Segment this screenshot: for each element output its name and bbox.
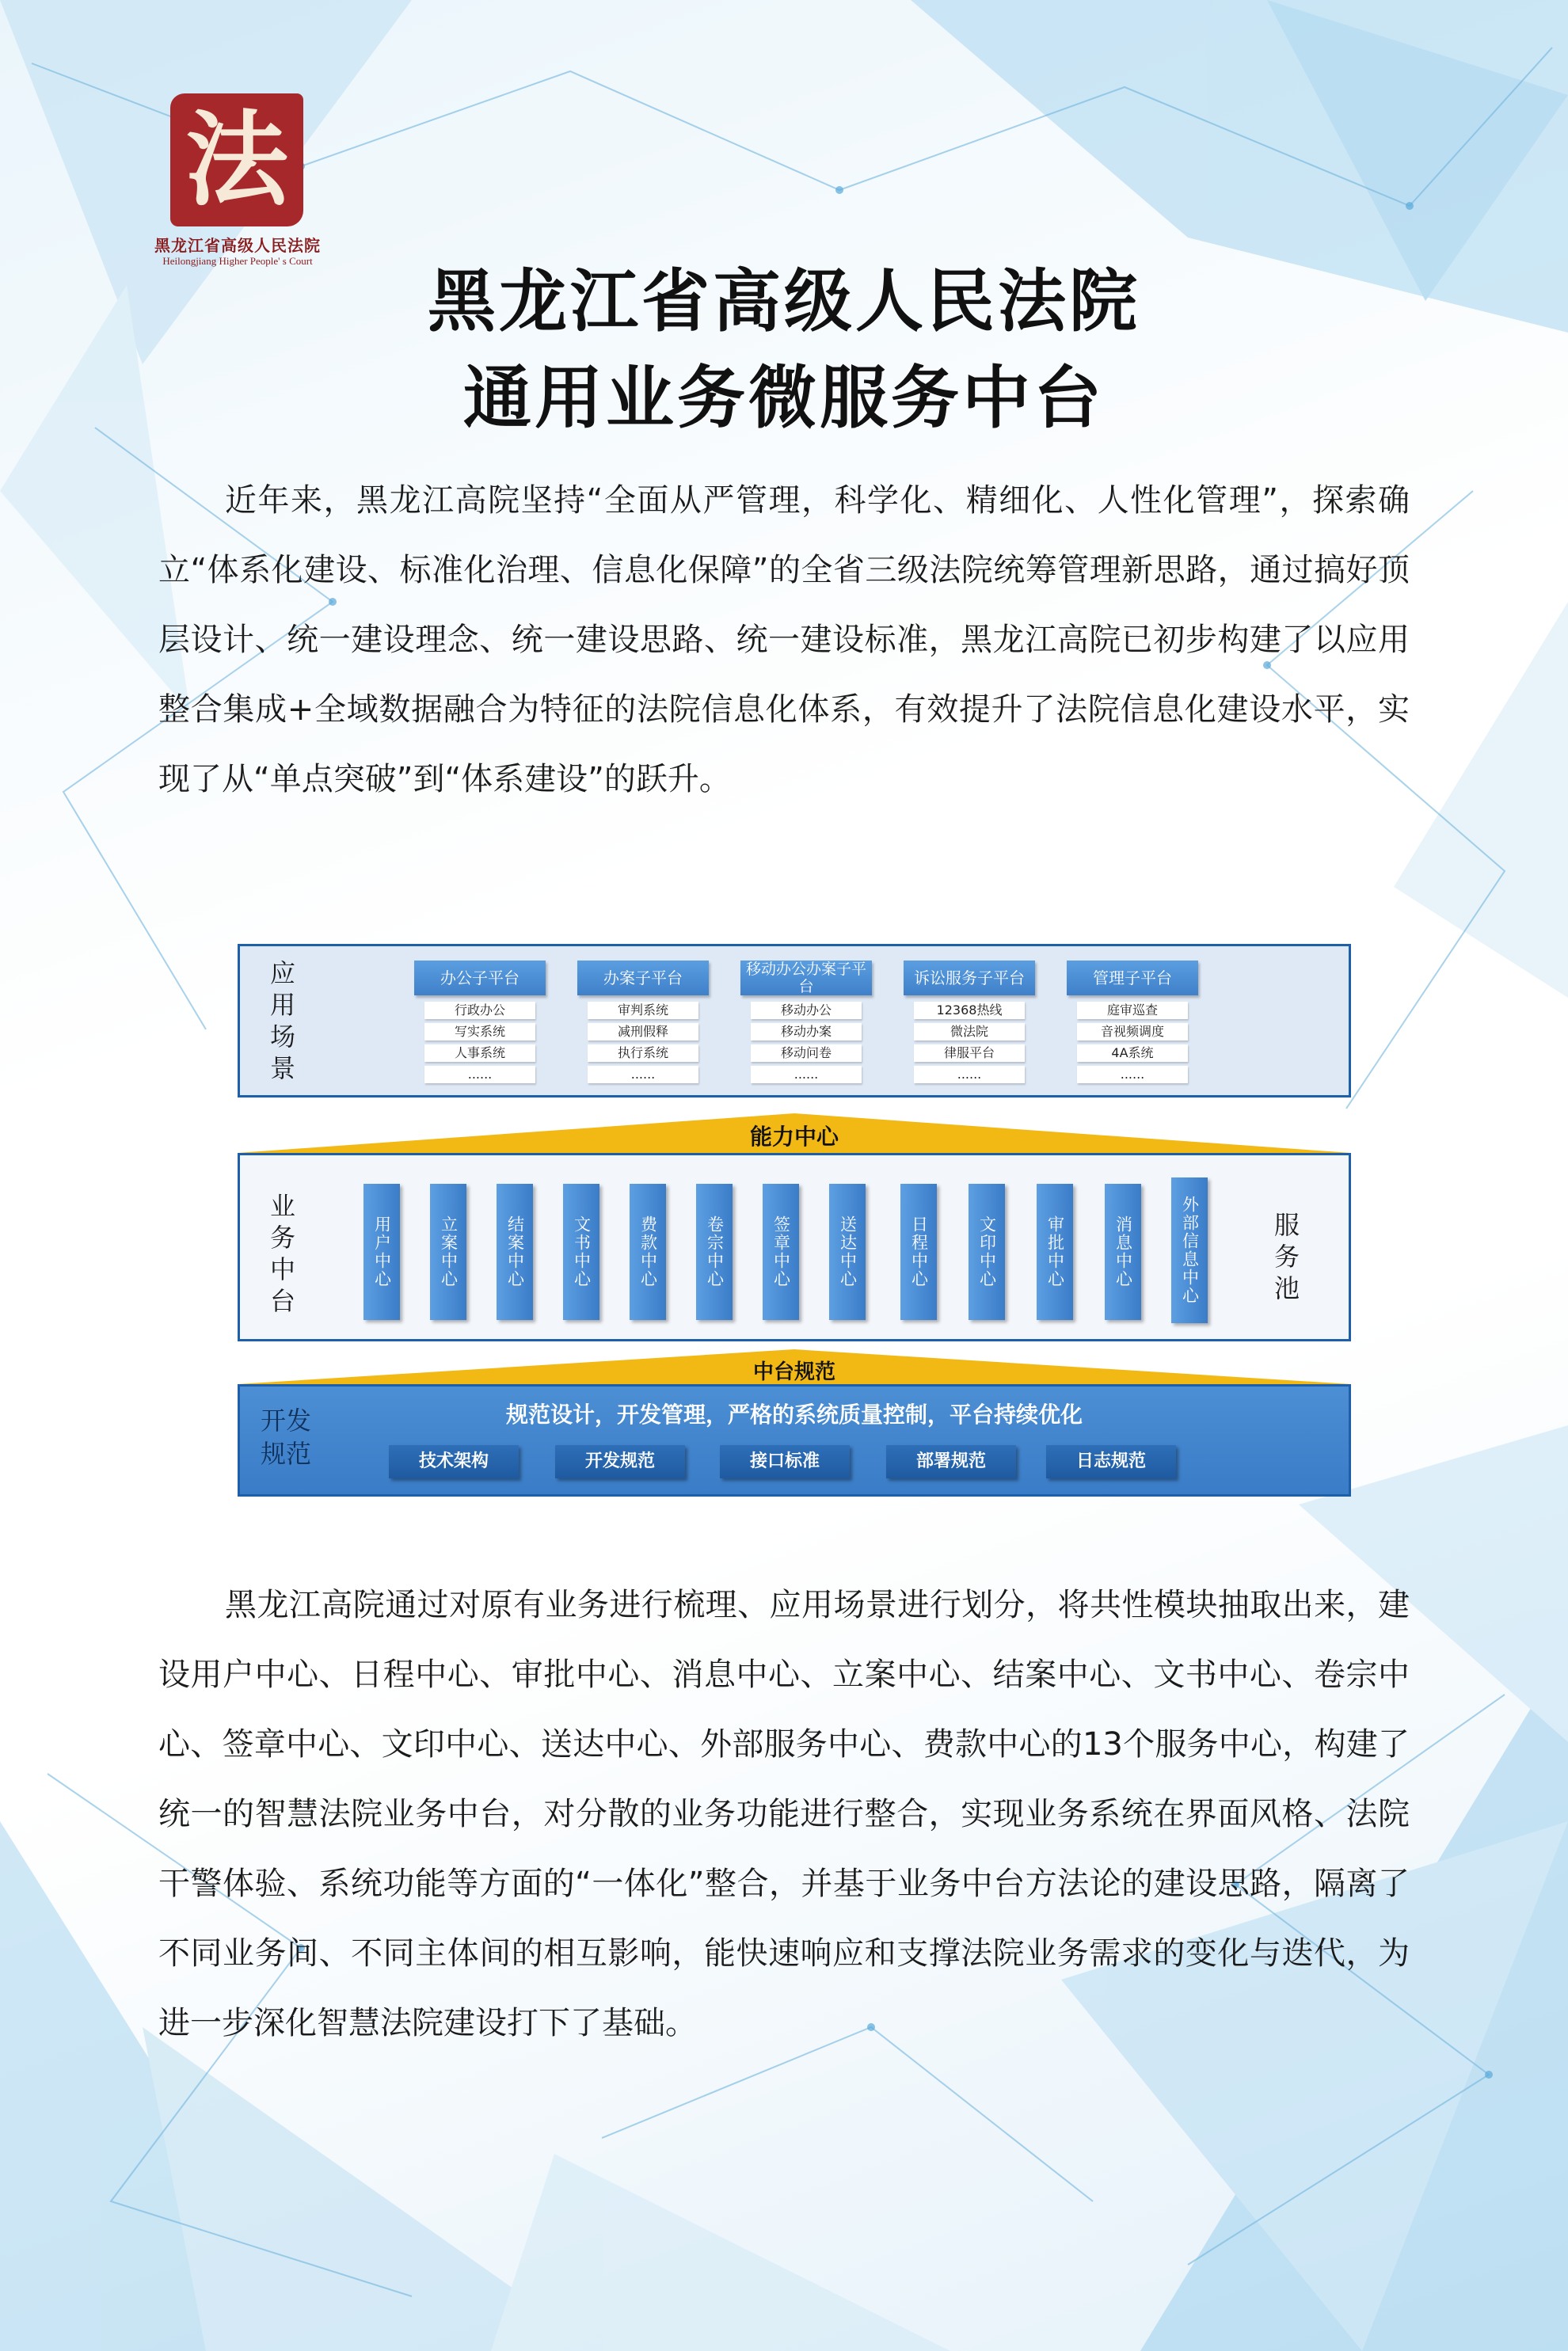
platform-column xyxy=(414,961,546,1087)
service-center: 立案中心 xyxy=(430,1184,466,1320)
service-center: 审批中心 xyxy=(1037,1184,1073,1320)
platform-item: ...... xyxy=(914,1066,1025,1083)
service-center: 文书中心 xyxy=(563,1184,599,1320)
logo-name-en: Heilongjiang Higher People' s Court xyxy=(162,255,313,267)
service-center: 用户中心 xyxy=(363,1184,400,1320)
service-center: 卷宗中心 xyxy=(696,1184,733,1320)
service-pool-label: 服务池 xyxy=(1273,1210,1300,1303)
platform-item: 音视频调度 xyxy=(1077,1023,1188,1040)
service-center: 送达中心 xyxy=(829,1184,866,1320)
platform-item: 行政办公 xyxy=(424,1002,535,1019)
business-middle-platform-panel xyxy=(238,1153,1351,1341)
platform-item: 微法院 xyxy=(914,1023,1025,1040)
platform-item: ...... xyxy=(588,1066,698,1083)
platform-item: 减刑假释 xyxy=(588,1023,698,1040)
platform-item: 移动办案 xyxy=(751,1023,862,1040)
spec-tag: 技术架构 xyxy=(389,1445,519,1478)
middle-platform-spec-label: 中台规范 xyxy=(752,1360,835,1384)
service-center: 签章中心 xyxy=(763,1184,799,1320)
platform-column xyxy=(740,961,872,1087)
service-center: 费款中心 xyxy=(630,1184,666,1320)
seal-glyph: 法 xyxy=(185,99,288,220)
architecture-diagram xyxy=(238,942,1351,1497)
platform-title: 办公子平台 xyxy=(414,961,546,995)
platform-item: 4A系统 xyxy=(1077,1044,1188,1062)
development-spec-panel xyxy=(238,1384,1351,1497)
platform-item: 移动办公 xyxy=(751,1002,862,1019)
spec-tag: 日志规范 xyxy=(1046,1445,1176,1478)
platform-item: 执行系统 xyxy=(588,1044,698,1062)
court-seal-icon xyxy=(170,93,303,226)
development-slogan: 规范设计，开发管理，严格的系统质量控制，平台持续优化 xyxy=(505,1402,1083,1428)
service-center: 消息中心 xyxy=(1105,1184,1141,1320)
platform-item: ...... xyxy=(1077,1066,1188,1083)
title-line-1: 黑龙江省高级人民法院 xyxy=(428,262,1140,341)
service-center: 日程中心 xyxy=(900,1184,937,1320)
platform-title: 管理子平台 xyxy=(1067,961,1198,995)
platform-item: ...... xyxy=(424,1066,535,1083)
platform-column xyxy=(904,961,1035,1087)
platform-item: ...... xyxy=(751,1066,862,1083)
spec-tag: 开发规范 xyxy=(555,1445,685,1478)
platform-item: 律服平台 xyxy=(914,1044,1025,1062)
application-layer-label: 应用场景 xyxy=(269,958,295,1083)
platform-item: 审判系统 xyxy=(588,1002,698,1019)
application-scenario-panel xyxy=(238,944,1351,1098)
platform-item: 人事系统 xyxy=(424,1044,535,1062)
title-line-2: 通用业务微服务中台 xyxy=(463,359,1105,438)
spec-tag: 部署规范 xyxy=(886,1445,1016,1478)
platform-title: 诉讼服务子平台 xyxy=(904,961,1035,995)
logo-name-cn: 黑龙江省高级人民法院 xyxy=(154,236,321,255)
capability-center-label: 能力中心 xyxy=(749,1124,839,1150)
platform-item: 12368热线 xyxy=(914,1002,1025,1019)
platform-column xyxy=(577,961,709,1087)
spec-tag: 接口标准 xyxy=(720,1445,850,1478)
platform-title: 办案子平台 xyxy=(577,961,709,995)
platform-column xyxy=(1067,961,1198,1087)
service-center: 结案中心 xyxy=(497,1184,533,1320)
business-layer-label: 业务中台 xyxy=(269,1191,295,1316)
platform-item: 庭审巡查 xyxy=(1077,1002,1188,1019)
development-layer-label: 开发规范 xyxy=(260,1406,311,1469)
platform-item: 写实系统 xyxy=(424,1023,535,1040)
intro-paragraph: 近年来，黑龙江高院坚持“全面从严管理，科学化、精细化、人性化管理”，探索确立“体系化建设、标准化治理、信息化保障”的全省三级法院统筹管理新思路，通过搞好顶层设计、统一建设理念、统一建设思路、统一建设标准，黑龙江高院已初步构建了以应用整合集成+全域数据融合为特征的法院信息化体系，有效提升了法院信息化建设水平，实现了从“单点突破”到“体系建设”的跃升。 xyxy=(158,482,1410,797)
body-paragraph: 黑龙江高院通过对原有业务进行梳理、应用场景进行划分，将共性模块抽取出来，建设用户中心、日程中心、审批中心、消息中心、立案中心、结案中心、文书中心、卷宗中心、签章中心、文印中心、送达中心、外部服务中心、费款中心的13个服务中心，构建了统一的智慧法院业务中台，对分散的业务功能进行整合，实现业务系统在界面风格、法院干警体验、系统功能等方面的“一体化”整合，并基于业务中台方法论的建设思路，隔离了不同业务间、不同主体间的相互影响，能快速响应和支撑法院业务需求的变化与迭代，为进一步深化智慧法院建设打下了基础。 xyxy=(158,1587,1410,2041)
court-logo xyxy=(154,93,321,277)
platform-item: 移动问卷 xyxy=(751,1044,862,1062)
service-center: 外部信息中心 xyxy=(1171,1177,1208,1323)
platform-title: 移动办公办案子平台 xyxy=(740,961,872,995)
service-center: 文印中心 xyxy=(969,1184,1005,1320)
page-title xyxy=(0,253,1568,447)
